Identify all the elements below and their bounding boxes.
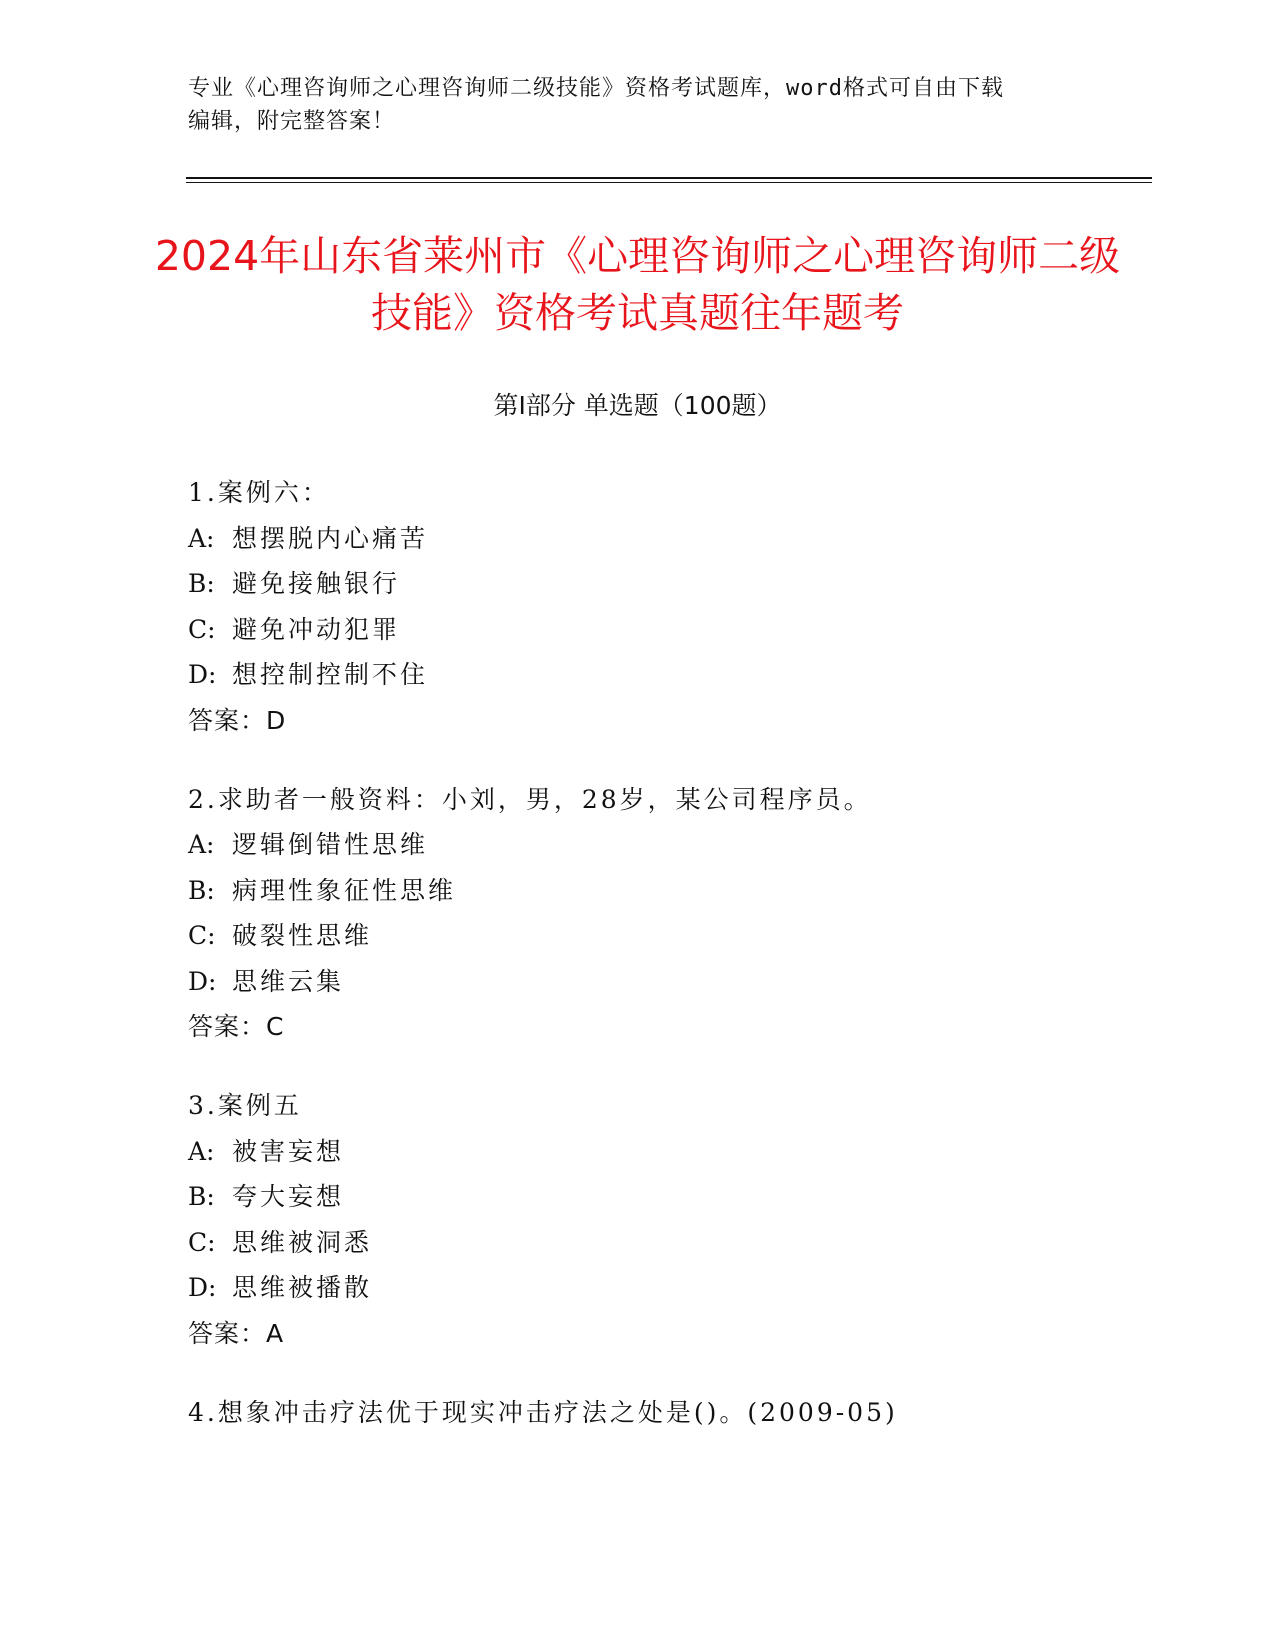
option-text: 夸大妄想 bbox=[232, 1182, 345, 1211]
option-a bbox=[188, 822, 1138, 868]
answer-line: 答案：D bbox=[188, 705, 287, 735]
option-letter: A: bbox=[188, 830, 215, 859]
option-a bbox=[188, 516, 1138, 562]
document-title: 2024年山东省莱州市《心理咨询师之心理咨询师二级技能》资格考试真题往年题考 bbox=[154, 232, 1121, 337]
option-b bbox=[188, 868, 1138, 914]
option-c bbox=[188, 913, 1138, 959]
question-3 bbox=[188, 1083, 1138, 1357]
question-2 bbox=[188, 777, 1138, 1051]
question-stem: 1.案例六： bbox=[188, 478, 330, 507]
option-b bbox=[188, 561, 1138, 607]
answer-line: 答案：C bbox=[188, 1012, 285, 1041]
question-4 bbox=[188, 1390, 1138, 1436]
section-heading: 第Ⅰ部分 单选题（100题） bbox=[493, 391, 782, 420]
header-note-line-2: 编辑，附完整答案！ bbox=[188, 109, 396, 134]
option-letter: C: bbox=[188, 921, 216, 950]
option-letter: A: bbox=[188, 523, 215, 553]
option-letter: A: bbox=[188, 1136, 215, 1166]
question-stem: 2.求助者一般资料：小刘，男，28岁，某公司程序员。 bbox=[188, 784, 872, 814]
option-letter: B: bbox=[188, 1182, 215, 1211]
option-text: 逻辑倒错性思维 bbox=[232, 830, 429, 859]
header-divider-thin bbox=[186, 182, 1152, 183]
option-text: 想控制控制不住 bbox=[232, 660, 429, 689]
option-text: 想摆脱内心痛苦 bbox=[232, 523, 429, 553]
option-letter: B: bbox=[188, 569, 215, 598]
option-c bbox=[188, 1220, 1138, 1266]
question-list bbox=[188, 470, 1138, 1468]
option-d bbox=[188, 959, 1138, 1005]
option-c bbox=[188, 607, 1138, 653]
option-letter: D: bbox=[188, 1273, 217, 1302]
answer-line: 答案：A bbox=[188, 1318, 285, 1348]
option-text: 避免接触银行 bbox=[232, 569, 401, 598]
option-letter: C: bbox=[188, 1227, 216, 1257]
option-text: 思维云集 bbox=[232, 966, 345, 996]
option-text: 被害妄想 bbox=[232, 1136, 345, 1166]
option-letter: B: bbox=[188, 875, 215, 905]
option-text: 避免冲动犯罪 bbox=[232, 614, 401, 644]
header-note-line-1: 专业《心理咨询师之心理咨询师二级技能》资格考试题库，word格式可自由下载 bbox=[188, 76, 1004, 101]
option-text: 思维被洞悉 bbox=[232, 1227, 373, 1257]
option-text: 破裂性思维 bbox=[232, 921, 373, 950]
option-letter: D: bbox=[188, 660, 217, 689]
option-letter: C: bbox=[188, 614, 216, 644]
option-text: 病理性象征性思维 bbox=[232, 875, 457, 905]
option-d bbox=[188, 1265, 1138, 1311]
header-note bbox=[188, 72, 1088, 138]
option-d bbox=[188, 652, 1138, 698]
question-stem: 3.案例五 bbox=[188, 1091, 302, 1120]
option-text: 思维被播散 bbox=[232, 1273, 373, 1302]
option-letter: D: bbox=[188, 966, 217, 996]
option-a bbox=[188, 1129, 1138, 1175]
question-stem: 4.想象冲击疗法优于现实冲击疗法之处是()。(2009-05) bbox=[188, 1397, 898, 1427]
question-1 bbox=[188, 470, 1138, 744]
header-divider-thick bbox=[186, 177, 1152, 179]
option-b bbox=[188, 1174, 1138, 1220]
